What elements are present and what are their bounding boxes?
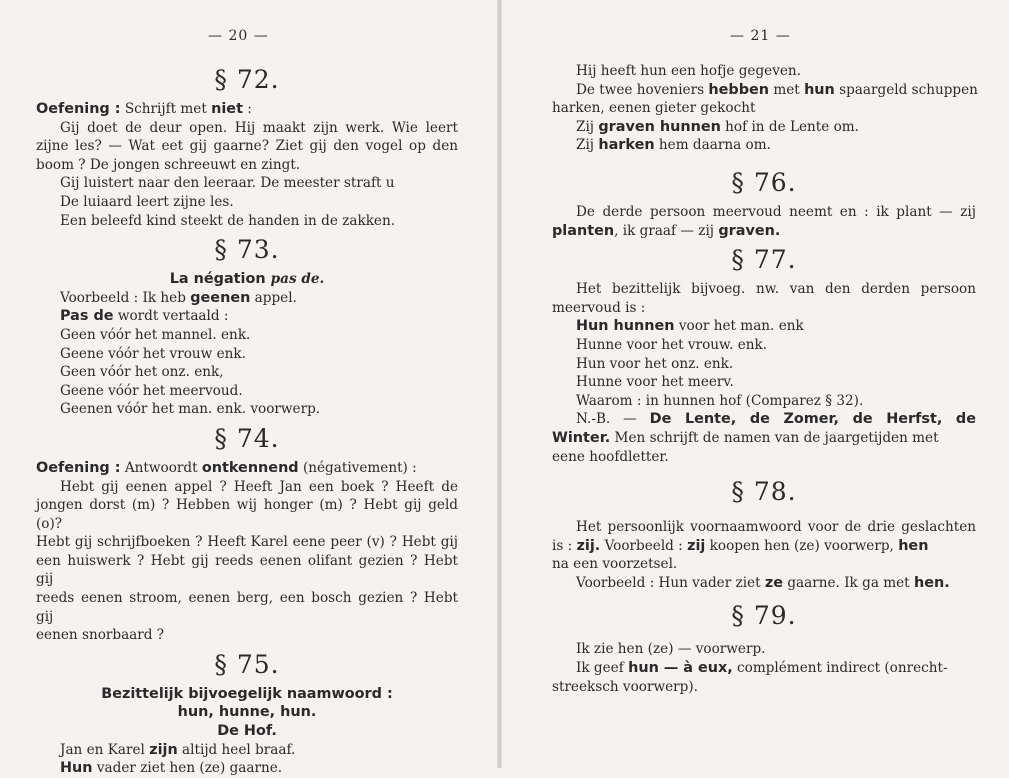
s75-line-1: Jan en Karel zijn altijd heel braaf. [60, 741, 296, 758]
s77-line-9: Winter. Men schrijft de namen van de jaargetijden met [552, 429, 939, 446]
s79-line-2: Ik geef hun — à eux, complément indirect (onrecht- [576, 660, 948, 677]
s72-line-1: Gij doet de deur open. Hij maakt zijn werk. Wie leert [60, 119, 458, 136]
s77-line-2: meervoud is : [552, 299, 646, 316]
cont-line-1: Hij heeft hun een hofje gegeven. [576, 63, 801, 79]
s77-line-1: Het bezittelijk bijvoeg. nw. van den derden persoon [576, 281, 976, 298]
cont-line-4: Zij graven hunnen hof in de Lente om. [576, 118, 859, 135]
s76-line-1: De derde persoon meervoud neemt en : ik plant — zij [576, 203, 976, 220]
section-72-heading: § 72. [214, 65, 280, 94]
s73-rule-3: Geen vóór het onz. enk, [60, 364, 224, 381]
s74-instruction: Oefening : Antwoordt ontkennend (négativement) : [36, 459, 417, 476]
s75-title-2: hun, hunne, hun. [177, 704, 317, 721]
s72-instruction: Oefening : Schrijft met niet : [36, 101, 252, 117]
s74-line-2: jongen dorst (m) ? Hebben wij honger (m) ? Hebt gij geld (o)? [36, 497, 458, 532]
s75-title-3: De Hof. [217, 723, 277, 740]
s74-line-1: Hebt gij eenen appel ? Heeft Jan een boek ? Heeft de [60, 478, 458, 495]
s73-example: Voorbeeld : Ik heb geenen appel. [60, 289, 297, 306]
cont-line-3: harken, eenen gieter gekocht [552, 100, 756, 117]
section-78-heading: § 78. [731, 477, 797, 507]
s79-line-3: streeksch voorwerp). [552, 678, 698, 695]
s78-line-1: Het persoonlijk voornaamwoord voor de drie geslachten [576, 519, 976, 536]
s73-title: La négation pas de. [169, 271, 325, 288]
s73-rule-4: Geene vóór het meervoud. [60, 382, 243, 399]
s78-line-4: Voorbeeld : Hun vader ziet ze gaarne. Ik ga met hen. [576, 574, 950, 591]
left-column [36, 60, 458, 778]
s78-line-2: is : zij. Voorbeeld : zij koopen hen (ze) voorwerp, hen [552, 537, 929, 554]
s75-title-1: Bezittelijk bijvoegelijk naamwoord : [101, 685, 393, 702]
s72-line-6: Een beleefd kind steekt de handen in de zakken. [60, 212, 396, 229]
s74-line-4: een huiswerk ? Hebt gij reeds eenen olifant gezien ? Hebt gij [36, 552, 458, 588]
section-79-heading: § 79. [731, 601, 797, 631]
page-number-21: — 21 — [730, 28, 791, 44]
left-page [0, 0, 500, 777]
section-75-heading: § 75. [214, 649, 280, 679]
s77-line-3: Hun hunnen voor het man. enk [576, 318, 804, 335]
s73-rule-5: Geenen vóór het man. enk. voorwerp. [60, 401, 321, 418]
s77-line-7: Waarom : in hunnen hof (Comparez § 32). [576, 392, 864, 409]
section-73-heading: § 73. [214, 235, 280, 265]
section-76-heading: § 76. [731, 167, 797, 197]
right-page [500, 0, 1009, 768]
s73-rule-2: Geene vóór het vrouw enk. [60, 345, 246, 362]
s77-line-6: Hunne voor het meerv. [576, 374, 734, 391]
s72-line-3: boom ? De jongen schreeuwt en zingt. [36, 156, 301, 173]
s73-pas-de: Pas de wordt vertaald : [60, 308, 229, 325]
s79-line-1: Ik zie hen (ze) — voorwerp. [576, 641, 766, 658]
page-number-20: — 20 — [208, 28, 269, 44]
s72-line-5: De luiaard leert zijne les. [60, 193, 234, 210]
s75-line-2: Hun vader ziet hen (ze) gaarne. [60, 760, 283, 777]
s76-line-2: planten, ik graaf — zij graven. [552, 222, 781, 239]
s73-rule-1: Geen vóór het mannel. enk. [60, 326, 251, 343]
right-column [552, 62, 976, 696]
cont-line-2: De twee hoveniers hebben met hun spaargeld schuppen [576, 81, 978, 98]
s72-line-4: Gij luistert naar den leeraar. De meester straft u [60, 175, 395, 192]
s78-line-3: na een voorzetsel. [552, 556, 678, 573]
section-74-heading: § 74. [214, 423, 280, 453]
s74-line-6: eenen snorbaard ? [36, 627, 165, 644]
s77-line-4: Hunne voor het vrouw. enk. [576, 336, 768, 353]
s77-line-5: Hun voor het onz. enk. [576, 355, 734, 372]
s74-line-5: reeds eenen stroom, eenen berg, een bosch gezien ? Hebt gij [36, 590, 458, 625]
s77-line-8: N.-B. — De Lente, de Zomer, de Herfst, de [576, 411, 976, 428]
section-77-heading: § 77. [731, 245, 797, 275]
s72-line-2: zijne les? — Wat eet gij gaarne? Ziet gij den vogel op den [36, 138, 458, 155]
s74-line-3: Hebt gij schrijfboeken ? Heeft Karel eene peer (v) ? Hebt gij [36, 534, 458, 551]
cont-line-5: Zij harken hem daarna om. [576, 137, 771, 154]
s77-line-10: eene hoofdletter. [552, 448, 669, 465]
